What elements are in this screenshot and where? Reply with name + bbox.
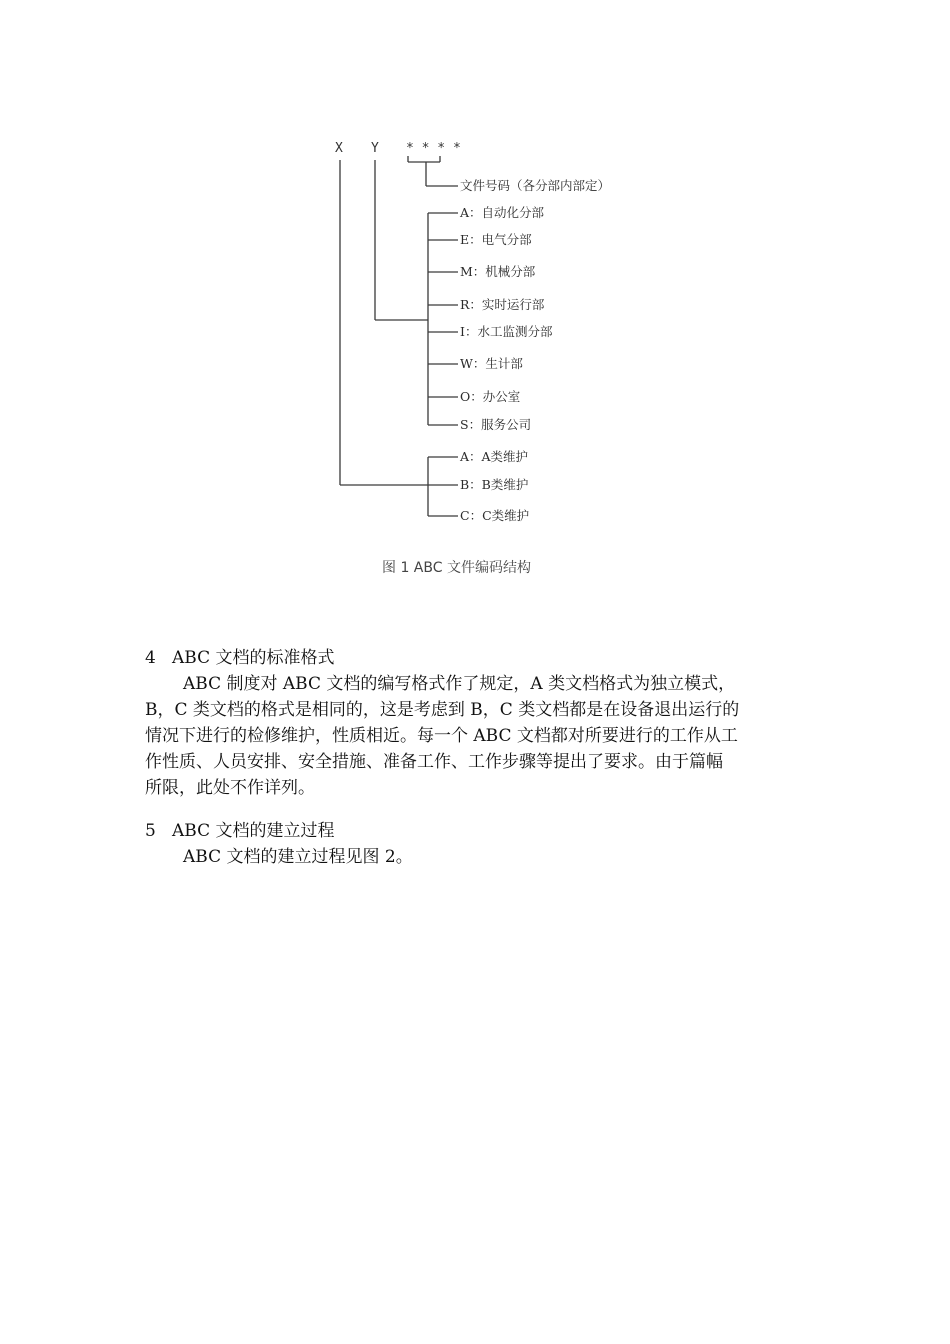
section-5-number: 5 [145, 821, 156, 841]
item-label-3: M：机械分部 [460, 264, 536, 279]
section-4-line-2: B，C 类文档的格式是相同的，这是考虑到 B，C 类文档都是在设备退出运行的 [145, 700, 740, 720]
item-label-4: R：实时运行部 [460, 297, 545, 312]
figure-caption: 图 1 ABC 文件编码结构 [382, 560, 531, 576]
item-label-7: O：办公室 [460, 389, 521, 404]
section-5-title: ABC 文档的建立过程 [172, 821, 335, 841]
item-label-9: A：A类维护 [460, 449, 529, 464]
section-5-heading [145, 818, 810, 844]
label-y: Y [371, 141, 379, 156]
section-4-body [145, 671, 810, 801]
label-stars: * * * * [406, 141, 461, 156]
item-label-8: S：服务公司 [460, 417, 532, 432]
section-4-line-5: 所限，此处不作详列。 [145, 778, 315, 798]
item-label-1: A：自动化分部 [460, 205, 545, 220]
item-label-0: 文件号码（各分部内部定） [460, 178, 611, 193]
section-5 [145, 818, 810, 870]
item-label-11: C：C类维护 [460, 508, 530, 523]
code-structure-diagram [320, 130, 660, 590]
item-label-5: I：水工监测分部 [460, 324, 553, 339]
item-label-6: W：生计部 [460, 356, 523, 371]
section-4-line-4: 作性质、人员安排、安全措施、准备工作、工作步骤等提出了要求。由于篇幅 [145, 752, 723, 772]
item-label-2: E：电气分部 [460, 232, 532, 247]
section-5-body: ABC 文档的建立过程见图 2。 [183, 847, 413, 867]
section-4 [145, 645, 810, 801]
figure-1 [320, 130, 660, 590]
section-4-heading [145, 645, 810, 671]
section-4-line-3: 情况下进行的检修维护，性质相近。每一个 ABC 文档都对所要进行的工作从工 [145, 726, 738, 746]
section-4-line-1: ABC 制度对 ABC 文档的编写格式作了规定，A 类文档格式为独立模式， [183, 674, 736, 694]
section-4-number: 4 [145, 648, 156, 668]
section-4-title: ABC 文档的标准格式 [172, 648, 335, 668]
item-label-10: B：B类维护 [460, 477, 529, 492]
label-x: X [335, 141, 343, 156]
